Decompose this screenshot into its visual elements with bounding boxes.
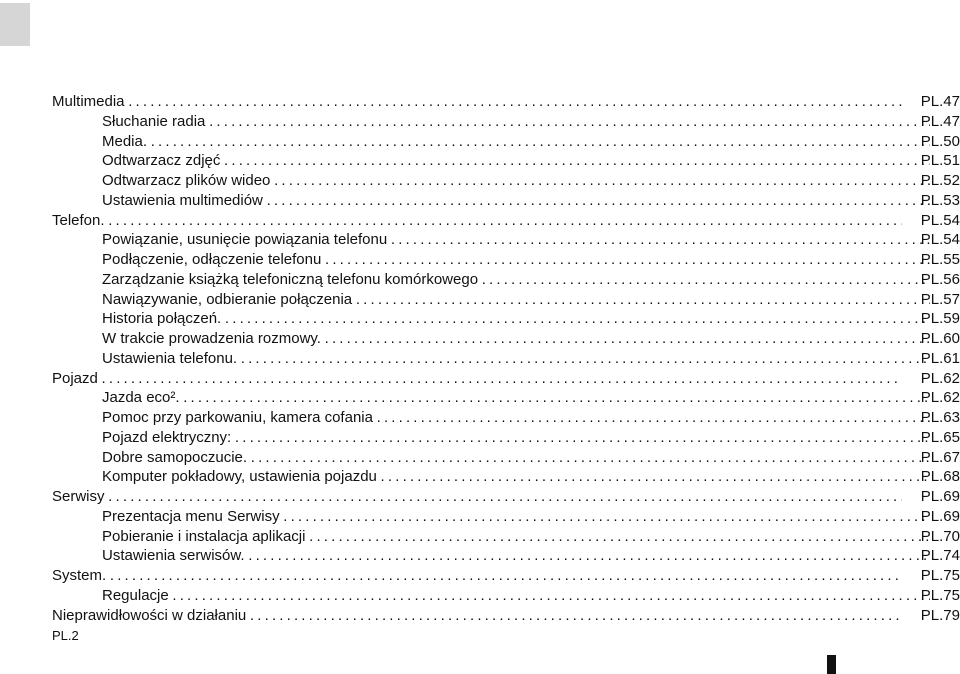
toc-entry-title: Nawiązywanie, odbieranie połączenia . . .	[102, 291, 930, 308]
toc-page-ref: PL.51	[920, 152, 960, 170]
toc-entry-text	[102, 230, 930, 250]
toc-entry-text	[102, 132, 930, 152]
toc-subentry[interactable]	[52, 112, 960, 132]
toc-entry-title: Serwisy . . .	[52, 488, 902, 505]
toc-subentry[interactable]	[52, 309, 960, 329]
toc-entry-text	[102, 270, 930, 290]
toc-subentry[interactable]	[52, 408, 960, 428]
toc-section-entry[interactable]	[52, 487, 960, 507]
toc-section-entry[interactable]	[52, 92, 960, 112]
toc-page-ref: PL.68	[920, 468, 960, 486]
toc-subentry[interactable]	[52, 428, 960, 448]
toc-entry-text	[52, 606, 902, 626]
toc-entry-text	[102, 448, 930, 468]
toc-entry-text	[52, 92, 902, 112]
toc-entry-title: Odtwarzacz plików wideo . . .	[102, 172, 930, 189]
toc-section-entry[interactable]	[52, 211, 960, 231]
toc-entry-text	[102, 586, 930, 606]
toc-entry-text	[102, 428, 930, 448]
toc-entry-title: Nieprawidłowości w działaniu . . .	[52, 607, 902, 624]
toc-entry-text	[102, 527, 930, 547]
toc-entry-title: Zarządzanie książką telefoniczną telefonu komórkowego . . .	[102, 271, 930, 288]
toc-entry-title: Komputer pokładowy, ustawienia pojazdu . . .	[102, 468, 930, 485]
toc-subentry[interactable]	[52, 329, 960, 349]
toc-entry-title: Telefon. . . .	[52, 212, 902, 229]
toc-page-ref: PL.61	[920, 349, 960, 367]
toc-subentry[interactable]	[52, 467, 960, 487]
toc-entry-text	[52, 566, 902, 586]
toc-subentry[interactable]	[52, 191, 960, 211]
toc-entry-text	[102, 329, 930, 349]
toc-entry-text	[102, 408, 930, 428]
toc-entry-title: Słuchanie radia . . .	[102, 113, 930, 130]
toc-subentry[interactable]	[52, 151, 960, 171]
toc-page-ref: PL.55	[920, 251, 960, 268]
toc-entry-text	[52, 369, 902, 389]
toc-entry-title: Dobre samopoczucie. . . .	[102, 449, 930, 466]
toc-page-ref: PL.59	[920, 310, 960, 328]
toc-page-ref: PL.54	[920, 231, 960, 249]
toc-page-ref: PL.74	[920, 547, 960, 565]
toc-entry-text	[102, 309, 930, 329]
toc-entry-title: Ustawienia multimediów . . .	[102, 192, 930, 209]
toc-entry-text	[102, 191, 930, 211]
corner-tab	[0, 3, 30, 46]
toc-page-ref: PL.79	[920, 606, 960, 624]
toc-subentry[interactable]	[52, 230, 960, 250]
toc-entry-title: Odtwarzacz zdjęć . . .	[102, 152, 930, 169]
toc-entry-text	[102, 507, 930, 527]
toc-entry-title: Pojazd elektryczny: . . .	[102, 429, 930, 446]
toc-subentry[interactable]	[52, 527, 960, 547]
toc-page-ref: PL.53	[920, 191, 960, 209]
toc-entry-text	[102, 112, 930, 132]
toc-entry-text	[102, 467, 930, 487]
toc-page-ref: PL.65	[920, 428, 960, 446]
toc-entry-title: Prezentacja menu Serwisy . . .	[102, 508, 930, 525]
toc-entry-text	[102, 349, 930, 369]
toc-entry-title: System. . . .	[52, 567, 902, 584]
toc-entry-title: Jazda eco². . . .	[102, 389, 930, 406]
toc-page-ref: PL.67	[920, 448, 960, 466]
page-number: PL.2	[52, 628, 79, 643]
toc-page-ref: PL.70	[920, 527, 960, 545]
toc-subentry[interactable]	[52, 290, 960, 310]
toc-entry-text	[52, 487, 902, 507]
toc-entry-title: Pojazd . . .	[52, 370, 902, 387]
toc-page-ref: PL.56	[920, 270, 960, 288]
toc-entry-text	[102, 388, 930, 408]
toc-entry-title: Historia połączeń. . . .	[102, 310, 930, 327]
toc-subentry[interactable]	[52, 546, 960, 566]
toc-page-ref: PL.52	[920, 172, 960, 189]
toc-page-ref: PL.75	[920, 586, 960, 604]
toc-subentry[interactable]	[52, 586, 960, 606]
toc-page-ref: PL.75	[920, 567, 960, 584]
toc-page-ref: PL.47	[920, 112, 960, 130]
toc-subentry[interactable]	[52, 349, 960, 369]
table-of-contents	[52, 92, 960, 625]
toc-entry-title: Regulacje . . .	[102, 587, 930, 604]
toc-entry-text	[102, 151, 930, 171]
toc-entry-title: Podłączenie, odłączenie telefonu . . .	[102, 251, 930, 268]
toc-entry-title: W trakcie prowadzenia rozmowy. . . .	[102, 330, 930, 347]
toc-section-entry[interactable]	[52, 369, 960, 389]
toc-entry-title: Pomoc przy parkowaniu, kamera cofania . . .	[102, 409, 930, 426]
toc-entry-text	[102, 171, 930, 191]
toc-page-ref: PL.63	[920, 409, 960, 426]
toc-page-ref: PL.54	[920, 211, 960, 229]
toc-entry-title: Ustawienia serwisów. . . .	[102, 547, 930, 564]
edge-mark	[827, 655, 836, 674]
toc-entry-title: Ustawienia telefonu. . . .	[102, 350, 930, 367]
toc-subentry[interactable]	[52, 132, 960, 152]
toc-subentry[interactable]	[52, 270, 960, 290]
toc-entry-title: Media. . . .	[102, 133, 930, 150]
toc-subentry[interactable]	[52, 448, 960, 468]
toc-entry-title: Pobieranie i instalacja aplikacji . . .	[102, 528, 930, 545]
toc-subentry[interactable]	[52, 171, 960, 191]
toc-subentry[interactable]	[52, 250, 960, 270]
toc-entry-text	[102, 546, 930, 566]
toc-entry-title: Powiązanie, usunięcie powiązania telefonu . . .	[102, 231, 930, 248]
toc-page-ref: PL.62	[920, 389, 960, 407]
toc-page-ref: PL.62	[920, 369, 960, 387]
toc-page-ref: PL.60	[920, 330, 960, 347]
toc-subentry[interactable]	[52, 388, 960, 408]
toc-page-ref: PL.47	[920, 93, 960, 110]
toc-page-ref: PL.50	[920, 132, 960, 150]
toc-subentry[interactable]	[52, 507, 960, 527]
toc-entry-title: Multimedia . . .	[52, 93, 902, 110]
toc-entry-text	[102, 250, 930, 270]
toc-section-entry[interactable]	[52, 566, 960, 586]
toc-page-ref: PL.57	[920, 290, 960, 308]
toc-entry-text	[102, 290, 930, 310]
toc-section-entry[interactable]	[52, 606, 960, 626]
toc-page-ref: PL.69	[920, 507, 960, 525]
toc-entry-text	[52, 211, 902, 231]
toc-page-ref: PL.69	[920, 488, 960, 505]
